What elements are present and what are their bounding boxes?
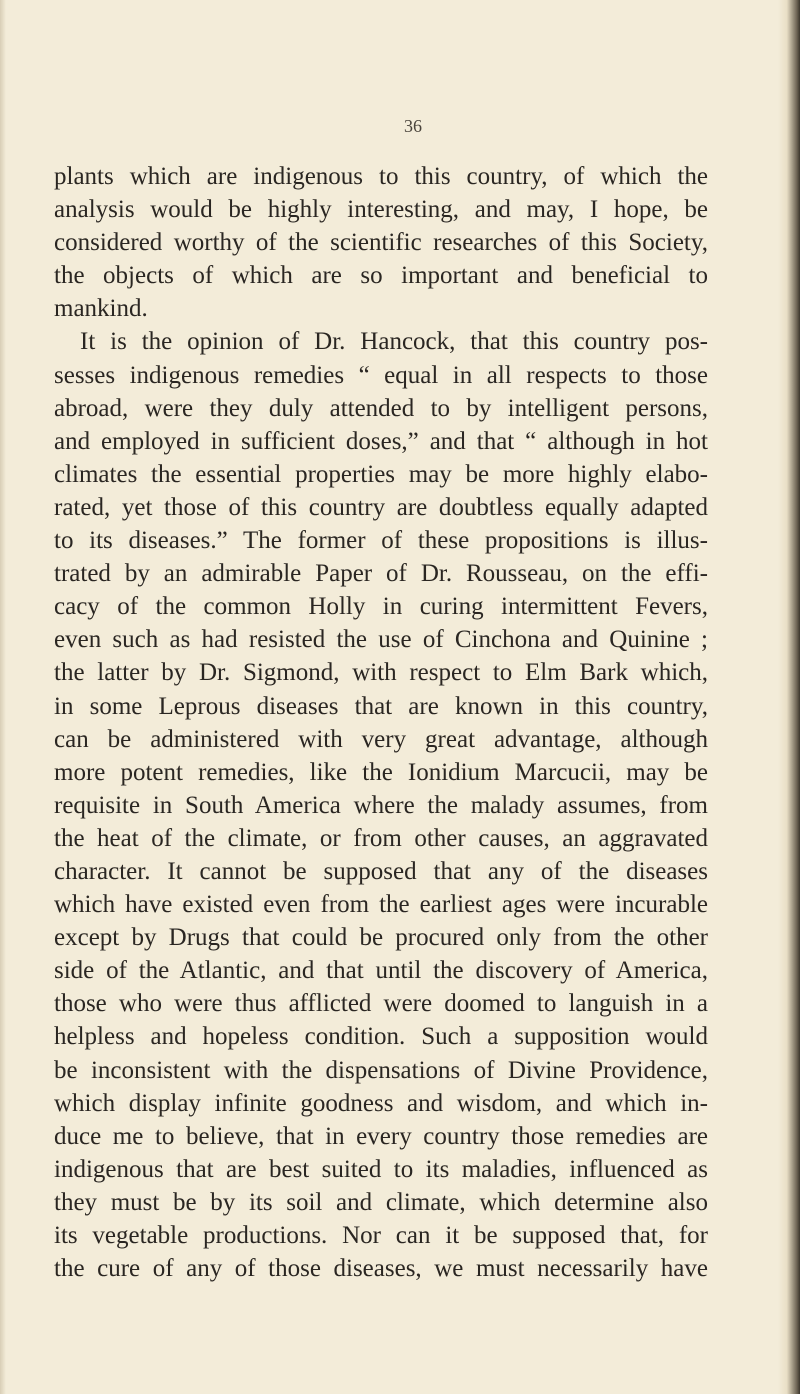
text-line: side of the Atlantic, and that until the discovery of America, (54, 957, 708, 985)
text-line: the latter by Dr. Sigmond, with respect to Elm Bark which, (54, 659, 708, 687)
text-line: cacy of the common Holly in curing intermittent Fevers, (54, 593, 708, 621)
text-line: the objects of which are so important and beneficial to (54, 262, 708, 290)
text-line: duce me to believe, that in every country those remedies are (54, 1122, 708, 1150)
page-edge-right (778, 0, 800, 1394)
text-line: helpless and hopeless condition. Such a supposition would (54, 1023, 708, 1051)
text-line: climates the essential properties may be more highly elabo- (54, 460, 708, 488)
text-line: rated, yet those of this country are doubtless equally adapted (54, 493, 708, 521)
page-edge-left (0, 0, 6, 1394)
text-line: its vegetable productions. Nor can it be supposed that, for (54, 1222, 708, 1249)
text-line: mankind. (54, 295, 148, 323)
page-number-text: 36 (404, 116, 422, 136)
text-line: considered worthy of the scientific researches of this Society, (54, 229, 708, 257)
text-line: in some Leprous diseases that are known in this country, (54, 692, 708, 720)
text-line: plants which are indigenous to this country, of which the (54, 163, 708, 190)
text-line: analysis would be highly interesting, and may, I hope, be (54, 196, 708, 224)
text-line: character. It cannot be supposed that any of the diseases (54, 857, 708, 885)
text-line: which display infinite goodness and wisdom, and which in- (54, 1089, 708, 1117)
text-line: requisite in South America where the malady assumes, from (54, 791, 708, 819)
text-line: they must be by its soil and climate, which determine also (54, 1188, 708, 1216)
text-line: sesses indigenous remedies “ equal in all respects to those (54, 361, 708, 389)
page-number (0, 116, 800, 137)
body-text (54, 160, 708, 1285)
text-line: and employed in sufficient doses,” and that “ although in hot (54, 427, 708, 455)
text-line: the heat of the climate, or from other causes, an aggravated (54, 824, 708, 852)
text-line: the cure of any of those diseases, we must necessarily have (54, 1255, 708, 1283)
text-line: indigenous that are best suited to its maladies, influenced as (54, 1155, 708, 1183)
text-line: be inconsistent with the dispensations of Divine Providence, (54, 1056, 708, 1084)
text-line: abroad, were they duly attended to by intelligent persons, (54, 394, 708, 422)
text-line: those who were thus afflicted were doomed to languish in a (54, 990, 708, 1018)
text-line: more potent remedies, like the Ionidium Marcucii, may be (54, 758, 708, 786)
text-line: It is the opinion of Dr. Hancock, that this country pos- (80, 328, 708, 356)
text-line: even such as had resisted the use of Cinchona and Quinine ; (54, 626, 708, 654)
text-line: to its diseases.” The former of these propositions is illus- (54, 527, 708, 555)
text-line: can be administered with very great advantage, although (54, 725, 708, 753)
text-line: trated by an admirable Paper of Dr. Rousseau, on the effi- (54, 560, 708, 588)
text-line: except by Drugs that could be procured only from the other (54, 924, 708, 952)
text-line: which have existed even from the earliest ages were incurable (54, 891, 708, 919)
